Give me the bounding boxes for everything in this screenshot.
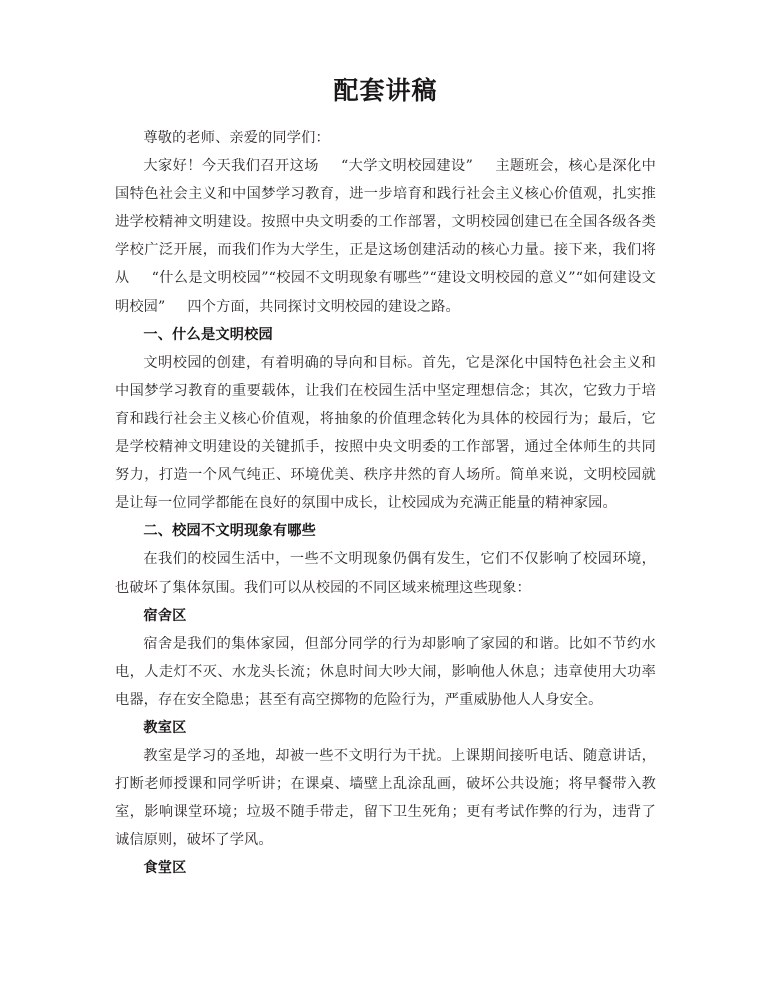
document-body xyxy=(115,74,656,883)
opening-paragraph: 大家好！今天我们召开这场 “大学文明校园建设” 主题班会，核心是深化中国特色社会主义和中国梦学习教育，进一步培育和践行社会主义核心价值观，扎实推进学校精神文明建设。按照中央文明委的工作部署，文明校园创建已在全国各级各类学校广泛开展，而我们作为大学生，正是这场创建活动的核心力量。接下来，我们将从 “什么是文明校园”“校园不文明现象有哪些”“建设文明校园的意义”“如何建设文明校园” 四个方面，共同探讨文明校园的建设之路。 xyxy=(115,158,656,315)
salutation-paragraph: 尊敬的老师、亲爱的同学们： xyxy=(143,130,330,146)
document-content xyxy=(115,124,656,883)
subsection-classroom-paragraph: 教室是学习的圣地，却被一些不文明行为干扰。上课期间接听电话、随意讲话，打断老师授课和同学听讲；在课桌、墙壁上乱涂乱画，破坏公共设施；将早餐带入教室，影响课堂环境；垃圾不随手带走，留下卫生死角；更有考试作弊的行为，违背了诚信原则，破坏了学风。 xyxy=(115,748,656,849)
subsection-heading-classroom: 教室区 xyxy=(143,719,187,736)
subsection-heading-canteen: 食堂区 xyxy=(143,860,187,877)
section-heading-2: 二、校园不文明现象有哪些 xyxy=(143,523,317,540)
section-2-paragraph-1: 在我们的校园生活中，一些不文明现象仍偶有发生，它们不仅影响了校园环境，也破坏了集体氛围。我们可以从校园的不同区域来梳理这些现象： xyxy=(115,551,656,596)
section-1-paragraph-1: 文明校园的创建，有着明确的导向和目标。首先，它是深化中国特色社会主义和中国梦学习教育的重要载体，让我们在校园生活中坚定理想信念；其次，它致力于培育和践行社会主义核心价值观，将抽象的价值理念转化为具体的校园行为；最后，它是学校精神文明建设的关键抓手，按照中央文明委的工作部署，通过全体师生的共同努力，打造一个风气纯正、环境优美、秩序井然的育人场所。简单来说，文明校园就是让每一位同学都能在良好的氛围中成长，让校园成为充满正能量的精神家园。 xyxy=(115,354,656,512)
page-title: 配套讲稿 xyxy=(333,76,438,105)
subsection-heading-dormitory: 宿舍区 xyxy=(143,607,187,624)
section-heading-1: 一、什么是文明校园 xyxy=(143,326,273,343)
subsection-dormitory-paragraph: 宿舍是我们的集体家园，但部分同学的行为却影响了家园的和谐。比如不节约水电，人走灯不灭、水龙头长流；休息时间大吵大闹，影响他人休息；违章使用大功率电器，存在安全隐患；甚至有高空掷物的危险行为，严重威胁他人人身安全。 xyxy=(115,635,656,708)
